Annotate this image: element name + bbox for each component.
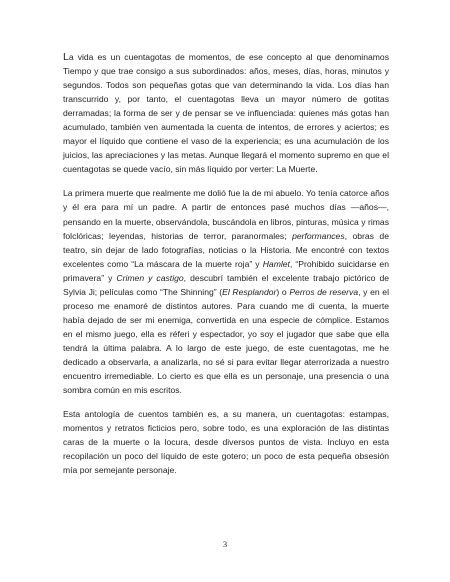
paragraph-3 — [63, 407, 389, 477]
paragraph-2 — [63, 186, 389, 397]
italic-title-perros-de-reserva: Perros de reserva — [289, 286, 359, 297]
italic-title-crimen-y-castigo: Crimen y castigo — [116, 272, 184, 283]
page-number: 3 — [222, 539, 228, 549]
initial-letter: L — [63, 51, 69, 63]
text-run: , “Prohibido suicidarse en primavera” y — [63, 258, 389, 283]
italic-title-hamlet: Hamlet — [262, 258, 290, 269]
text-run: , y en el proceso me enamoré de distintos autores. Para cuando me di cuenta, la muerte había dejado de ser mi enemiga, convertida en una especie de cómplice. Estamos en el mismo juego, ella es réferi y espectador, yo soy el jugador que sabe que ella tendrá la última palabra. A lo largo de este juego, de este cuentagotas, me he dedicado a observarla, a analizarla, no sé si para evitar llegar aterrorizada a nuestro encuentro irremediable. Lo cierto es que ella es un personaje, una presencia o una sombra común en mis escritos. — [63, 286, 389, 396]
body-text — [63, 50, 389, 477]
italic-title-el-resplandor: El Resplandor — [222, 286, 277, 297]
italic-term-performances: performances — [292, 230, 345, 241]
text-run: ) o — [276, 286, 290, 297]
text-run: , descubrí también el excelente trabajo pictórico de Sylvia Ji; películas como “The Shinning” ( — [63, 272, 390, 297]
text-run: La primera muerte que realmente me dolió fue la de mi abuelo. Yo tenía catorce años y él era para mí un padre. A partir de entonces pasé muchos días —años—, pensando en la muerte, observándola, buscándola en libros, pinturas, música y rimas folclóricas; leyendas, historias de terror, paranormales; — [63, 188, 389, 241]
paragraph-3-text: Esta antología de cuentos también es, a su manera, un cuentagotas: estampas, momentos y retratos ficticios pero, sobre todo, es una exploración de las distintas caras de la muerte o la locura, desde diversos puntos de vista. Incluyo en esta recopilación un poco del líquido de este gotero; un poco de esta pequeña obsesión mía por semejante personaje. — [63, 409, 389, 476]
text-run: , obras de teatro, sin dejar de lado fotografías, noticias o la Historia. Me encontré con textos excelentes como “La máscara de la muerte roja” y — [63, 230, 389, 269]
paragraph-1 — [63, 50, 389, 176]
paragraph-1-text: a vida es un cuentagotas de momentos, de ese concepto al que denominamos Tiempo y que trae consigo a sus subordinados: años, meses, días, horas, minutos y segundos. Todos son pequeñas gotas que van determinando la vida. Los días han transcurrido y, por tanto, el cuentagotas lleva un mayor número de gotitas derramadas; la forma de ser y de pensar se ve influenciada: quienes más gotas han acumulado, también ven aumentada la cuenta de intentos, de errores y aciertos; es mayor el líquido que contiene el vaso de la experiencia; es una acumulación de los juicios, las apreciaciones y las metas. Aunque llegará el momento supremo en que el cuentagotas se quede vacío, sin más líquido por verter: La Muerte. — [63, 52, 389, 175]
